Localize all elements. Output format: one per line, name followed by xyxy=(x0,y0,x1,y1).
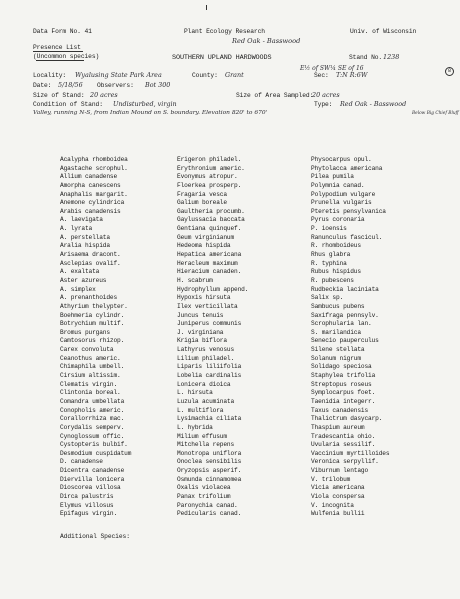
species-entry: Lathyrus venosus xyxy=(177,346,235,354)
species-entry: Vaccinium myrtilloides xyxy=(311,449,390,457)
species-entry: Cirsium altissim. xyxy=(60,372,121,380)
species-entry: Allium canadense xyxy=(60,173,118,181)
handwritten-community: Red Oak - Basswood xyxy=(232,37,301,45)
species-entry: S. marilandica xyxy=(311,328,361,336)
presence-list-underline xyxy=(33,51,83,52)
species-entry: R. typhina xyxy=(311,259,347,267)
species-entry: Taxus canadensis xyxy=(311,406,369,414)
species-entry: Lysimachia ciliata xyxy=(177,415,242,423)
circled-number: 8 xyxy=(445,67,454,76)
species-entry: Lonicera dioica xyxy=(177,380,231,388)
species-entry: Symplocarpus foet. xyxy=(311,389,376,397)
species-entry: Desmodium cuspidatum xyxy=(60,449,132,457)
species-entry: Chimaphila umbell. xyxy=(60,363,125,371)
species-entry: Clematis virgin. xyxy=(60,380,118,388)
locality-label: Locality: xyxy=(33,72,67,79)
species-entry: A. prenanthoides xyxy=(60,294,118,302)
species-entry: Liparis liliifolia xyxy=(177,363,242,371)
presence-list-label: Presence List xyxy=(33,44,81,51)
observers-value: Bot 300 xyxy=(145,81,171,89)
species-entry: L. hybrida xyxy=(177,423,213,431)
species-entry: Lobelia cardinalis xyxy=(177,372,242,380)
species-entry: Veronica serpyllif. xyxy=(311,458,379,466)
species-entry: A. perstellata xyxy=(60,233,110,241)
species-entry: Rudbeckia laciniata xyxy=(311,285,379,293)
species-entry: Streptopus roseus xyxy=(311,380,372,388)
species-entry: Corydalis semperv. xyxy=(60,423,125,431)
university: Univ. of Wisconsin xyxy=(350,28,417,35)
species-entry: P. ioensis xyxy=(311,225,347,233)
locality-value: Wyalusing State Park Area xyxy=(75,71,162,79)
stand-notes-right: Below Big Chief Bluff xyxy=(412,111,459,116)
species-entry: Scrophularia lan. xyxy=(311,320,372,328)
species-entry: Pteretis pensylvanica xyxy=(311,207,386,215)
species-entry: Gentiana quinquef. xyxy=(177,225,242,233)
species-entry: Amorpha canescens xyxy=(60,181,121,189)
handwritten-coordinates: E½ of SW¼ SE of 16 xyxy=(300,65,364,72)
stand-no-value: 1238 xyxy=(383,53,400,61)
species-entry: Luzula acuminata xyxy=(177,397,235,405)
species-entry: A. lyrata xyxy=(60,225,93,233)
species-entry: Aster azureus xyxy=(60,276,107,284)
species-entry: Hypoxis hirsuta xyxy=(177,294,231,302)
species-entry: Elymus villosus xyxy=(60,501,114,509)
species-entry: Salix sp. xyxy=(311,294,344,302)
species-entry: Phytolacca americana xyxy=(311,164,383,172)
species-entry: Rubus hispidus xyxy=(311,268,361,276)
species-entry: Hepatica americana xyxy=(177,251,242,259)
species-entry: Wulfenia bullii xyxy=(311,510,365,518)
species-entry: L. multiflora xyxy=(177,406,224,414)
species-entry: Prunella vulgaris xyxy=(311,199,372,207)
species-entry: Bromus purgans xyxy=(60,328,110,336)
species-entry: Thalictrum dasycarp. xyxy=(311,415,383,423)
species-entry: Viburnum lentago xyxy=(311,467,369,475)
species-entry: J. virginiana xyxy=(177,328,224,336)
species-entry: Milium effusum xyxy=(177,432,227,440)
species-entry: Hydrophyllum append. xyxy=(177,285,249,293)
species-entry: Solidago speciosa xyxy=(311,363,372,371)
species-entry: Boehmeria cylindr. xyxy=(60,311,125,319)
species-entry: Fragaria vesca xyxy=(177,190,227,198)
species-column-3 xyxy=(311,156,451,519)
species-entry: Viola conspersa xyxy=(311,492,365,500)
species-entry: Erythronium americ. xyxy=(177,164,245,172)
punch-mark xyxy=(206,5,207,10)
species-entry: Silene stellata xyxy=(311,346,365,354)
species-entry: Ilex verticillata xyxy=(177,302,238,310)
species-entry: Dirca palustris xyxy=(60,492,114,500)
species-entry: Rhus glabra xyxy=(311,251,351,259)
species-entry: Senecio pauperculus xyxy=(311,337,379,345)
species-entry: Erigeron philadel. xyxy=(177,156,242,163)
species-entry: Camtosorus rhizop. xyxy=(60,337,125,345)
size-of-stand-label: Size of Stand: xyxy=(33,92,85,99)
species-entry: Krigia biflora xyxy=(177,337,227,345)
species-column-2 xyxy=(177,156,317,519)
species-entry: Galium boreale xyxy=(177,199,227,207)
species-entry: H. scabrum xyxy=(177,276,213,284)
species-entry: Cystopteris bulbif. xyxy=(60,441,128,449)
species-entry: Juncus tenuis xyxy=(177,311,224,319)
stand-no-label: Stand No. xyxy=(349,54,383,61)
species-entry: Dicentra canadense xyxy=(60,467,125,475)
species-entry: Pilea pumila xyxy=(311,173,354,181)
species-entry: Osmunda cinnamomea xyxy=(177,475,242,483)
species-entry: V. trilobum xyxy=(311,475,351,483)
species-entry: Cynoglossum offic. xyxy=(60,432,125,440)
species-entry: V. incognita xyxy=(311,501,354,509)
species-entry: Pedicularis canad. xyxy=(177,510,242,518)
species-entry: Mitchella repens xyxy=(177,441,235,449)
species-entry: L. hirsuta xyxy=(177,389,213,397)
stand-notes: Valley, running N-S, from Indian Mound on S. boundary. Elevation 820' to 670' xyxy=(33,110,268,116)
species-entry: Oryzopsis asperif. xyxy=(177,467,242,475)
species-entry: Comandra umbellata xyxy=(60,397,125,405)
species-entry: Hedeoma hispida xyxy=(177,242,231,250)
species-entry: Anemone cylindrica xyxy=(60,199,125,207)
species-entry: Aralia hispida xyxy=(60,242,110,250)
sec-value: T:N R:6W xyxy=(336,71,368,79)
form-title: SOUTHERN UPLAND HARDWOODS xyxy=(172,54,272,62)
species-entry: Anaphalis margarit. xyxy=(60,190,128,198)
form-number: Data Form No. 41 xyxy=(33,28,92,35)
species-entry: Acalypha rhomboidea xyxy=(60,156,128,163)
species-entry: D. canadense xyxy=(60,458,103,466)
species-entry: Clintonia boreal. xyxy=(60,389,121,397)
type-value: Red Oak - Basswood xyxy=(340,100,407,108)
species-entry: Pyrus coronaria xyxy=(311,216,365,224)
species-entry: Paronychia canad. xyxy=(177,501,238,509)
species-entry: Geum virginianum xyxy=(177,233,235,241)
species-entry: Gaylussacia baccata xyxy=(177,216,245,224)
species-entry: Epifagus virgin. xyxy=(60,510,118,518)
species-entry: Tradescantia ohio. xyxy=(311,432,376,440)
species-entry: Lilium philadel. xyxy=(177,354,235,362)
species-entry: Saxifraga pennsylv. xyxy=(311,311,379,319)
size-of-stand-value: 20 acres xyxy=(90,91,118,99)
species-entry: Gaultheria procumb. xyxy=(177,207,245,215)
species-entry: Corallorrhiza mac. xyxy=(60,415,125,423)
species-entry: Uvularia sessilif. xyxy=(311,441,376,449)
area-sampled-value: 20 acres xyxy=(312,91,340,99)
species-entry: Athyrium thelypter. xyxy=(60,302,128,310)
species-entry: A. laevigata xyxy=(60,216,103,224)
species-entry: Polypodium vulgare xyxy=(311,190,376,198)
county-label: County: xyxy=(192,72,218,79)
species-entry: Ranunculus fascicul. xyxy=(311,233,383,241)
species-entry: Staphylea trifolia xyxy=(311,372,376,380)
species-entry: Botrychium multif. xyxy=(60,320,125,328)
species-entry: Hieracium canaden. xyxy=(177,268,242,276)
species-entry: Monotropa uniflora xyxy=(177,449,242,457)
species-entry: A. simplex xyxy=(60,285,96,293)
species-entry: Onoclea sensibilis xyxy=(177,458,242,466)
species-entry: A. exaltata xyxy=(60,268,100,276)
additional-species-label: Additional Species: xyxy=(60,533,130,540)
species-entry: Conopholis americ. xyxy=(60,406,125,414)
species-entry: Taenidia integerr. xyxy=(311,397,376,405)
species-entry: Arisaema dracont. xyxy=(60,251,121,259)
species-entry: Juniperus communis xyxy=(177,320,242,328)
species-entry: Ceanothus americ. xyxy=(60,354,121,362)
species-entry: Oxalis violacea xyxy=(177,484,231,492)
condition-label: Condition of Stand: xyxy=(33,101,103,108)
organization: Plant Ecology Research xyxy=(184,28,265,35)
species-entry: Floerkea prosperp. xyxy=(177,181,242,189)
species-entry: Diervilla lonicera xyxy=(60,475,125,483)
species-entry: Heracleum maximum xyxy=(177,259,238,267)
species-entry: Thaspium aureum xyxy=(311,423,365,431)
species-entry: Vicia americana xyxy=(311,484,365,492)
species-entry: Asclepias ovalif. xyxy=(60,259,121,267)
species-entry: Panax trifolium xyxy=(177,492,231,500)
type-label: Type: xyxy=(314,101,333,108)
uncommon-species-underline xyxy=(36,60,84,61)
sec-label: Sec: xyxy=(314,72,329,79)
species-entry: Physocarpus opul. xyxy=(311,156,372,163)
condition-value: Undisturbed, virgin xyxy=(113,100,177,108)
species-entry: Sambucus pubens xyxy=(311,302,365,310)
species-entry: Polymnia canad. xyxy=(311,181,365,189)
species-entry: Evonymus atropur. xyxy=(177,173,238,181)
date-value: 5/18/56 xyxy=(58,81,83,89)
species-entry: Solanum nigrum xyxy=(311,354,361,362)
date-label: Date: xyxy=(33,82,52,89)
county-value: Grant xyxy=(225,71,244,79)
species-entry: Arabis canadensis xyxy=(60,207,121,215)
area-sampled-label: Size of Area Sampled: xyxy=(236,92,314,99)
uncommon-species-label: (Uncommon species) xyxy=(33,53,100,60)
species-entry: R. rhomboideus xyxy=(311,242,361,250)
observers-label: Observers: xyxy=(97,82,134,89)
species-entry: Carex convoluta xyxy=(60,346,114,354)
species-entry: R. pubescens xyxy=(311,276,354,284)
species-entry: Agastache scrophul. xyxy=(60,164,128,172)
species-entry: Dioscorea villosa xyxy=(60,484,121,492)
